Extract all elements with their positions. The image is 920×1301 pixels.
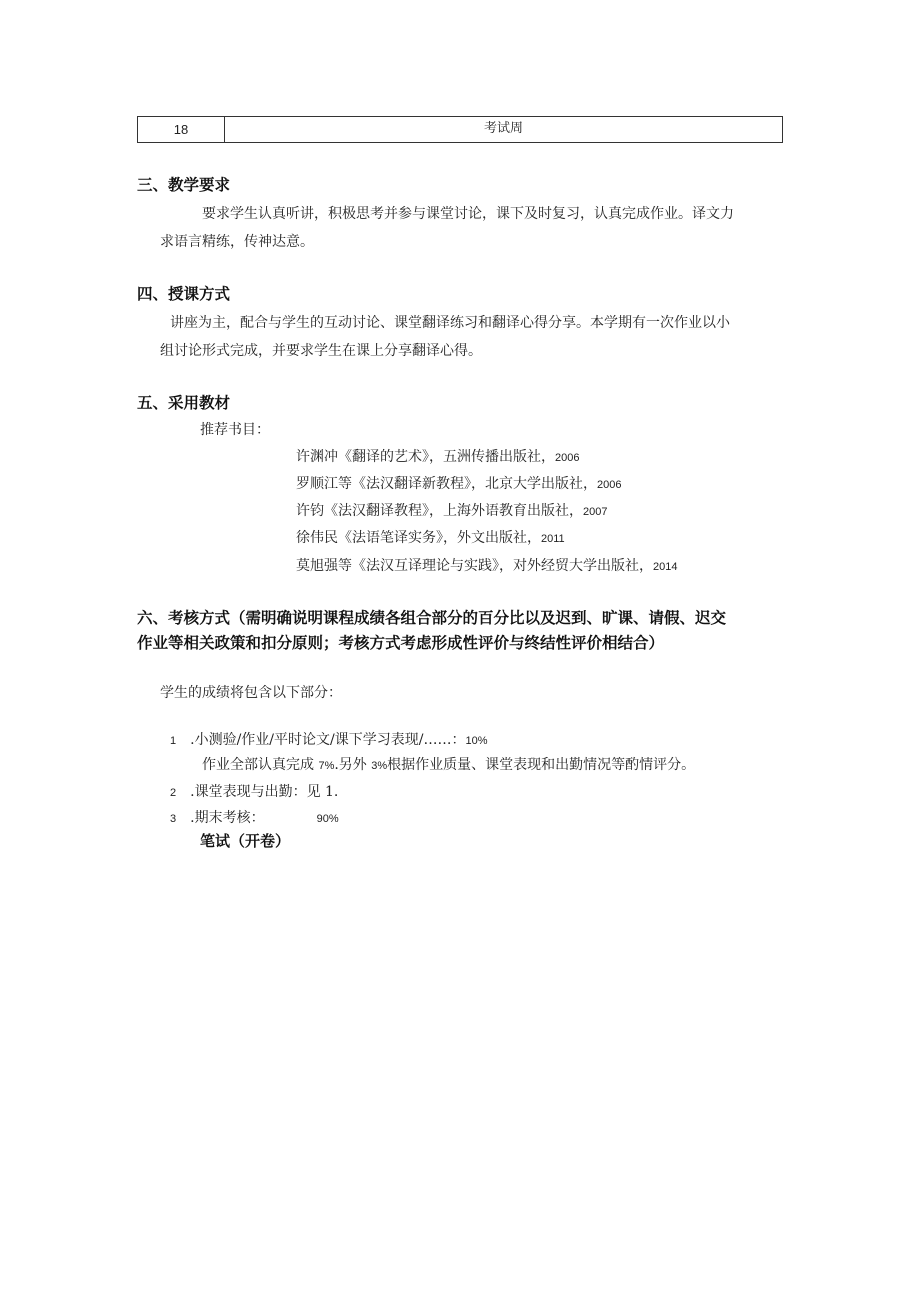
week-number-cell: 18	[138, 117, 225, 143]
book-entry	[296, 555, 677, 575]
grading-intro: 学生的成绩将包含以下部分：	[160, 685, 342, 701]
grading-item-label: .课堂表现与出勤：见 1.	[190, 784, 339, 800]
section4-line2: 组讨论形式完成，并要求学生在课上分享翻译心得。	[160, 343, 482, 359]
grading-item-value: 10%	[465, 735, 488, 747]
grading-item-value: 90%	[316, 813, 339, 825]
book-title: 莫旭强等《法汉互译理论与实践》，对外经贸大学出版社，	[296, 558, 653, 574]
grading-item-number: 3	[170, 813, 177, 825]
textbook-intro: 推荐书目：	[200, 422, 270, 438]
detail-text: 根据作业质量、课堂表现和出勤情况等酌情评分。	[387, 757, 696, 773]
detail-percent: 7%	[318, 760, 335, 772]
book-entry	[296, 527, 565, 547]
grading-item	[170, 807, 339, 827]
grading-item-number: 1	[170, 735, 177, 747]
section5-heading: 五、采用教材	[137, 394, 231, 412]
detail-text: .另外	[334, 757, 372, 773]
section6-heading-line1: 六、考核方式（需明确说明课程成绩各组合部分的百分比以及迟到、旷课、请假、迟交	[137, 609, 727, 627]
book-entry	[296, 500, 607, 520]
detail-percent: 3%	[371, 760, 388, 772]
week-content-cell: 考试周	[225, 117, 783, 143]
book-year: 2006	[555, 452, 580, 464]
schedule-table	[137, 116, 783, 143]
section6-heading-line2: 作业等相关政策和扣分原则；考核方式考虑形成性评价与终结性评价相结合）	[137, 634, 665, 652]
section4-line1: 讲座为主，配合与学生的互动讨论、课堂翻译练习和翻译心得分享。本学期有一次作业以小	[170, 315, 730, 331]
book-entry	[296, 446, 579, 466]
book-year: 2011	[541, 533, 565, 545]
book-year: 2007	[583, 506, 608, 518]
grading-item	[170, 781, 338, 801]
section4-heading: 四、授课方式	[137, 285, 231, 303]
section3-line2: 求语言精练，传神达意。	[160, 234, 314, 250]
grading-item-label: .期末考核：	[190, 810, 265, 826]
grading-item-number: 2	[170, 787, 177, 799]
book-year: 2006	[597, 479, 622, 491]
book-year: 2014	[653, 561, 678, 573]
grading-item	[170, 729, 487, 749]
exam-type: 笔试（开卷）	[200, 832, 291, 850]
book-entry	[296, 473, 621, 493]
detail-text: 作业全部认真完成	[202, 757, 319, 773]
book-title: 徐伟民《法语笔译实务》，外文出版社，	[296, 530, 541, 546]
grading-item-detail	[202, 754, 695, 774]
table-row	[138, 117, 783, 143]
book-title: 许渊冲《翻译的艺术》，五洲传播出版社，	[296, 449, 555, 465]
section3-heading: 三、教学要求	[137, 176, 231, 194]
grading-item-label: .小测验/作业/平时论文/课下学习表现/……：	[190, 732, 466, 748]
book-title: 许钧《法汉翻译教程》，上海外语教育出版社，	[296, 503, 583, 519]
section3-line1: 要求学生认真听讲，积极思考并参与课堂讨论，课下及时复习，认真完成作业。译文力	[202, 206, 734, 222]
book-title: 罗顺江等《法汉翻译新教程》，北京大学出版社，	[296, 476, 597, 492]
